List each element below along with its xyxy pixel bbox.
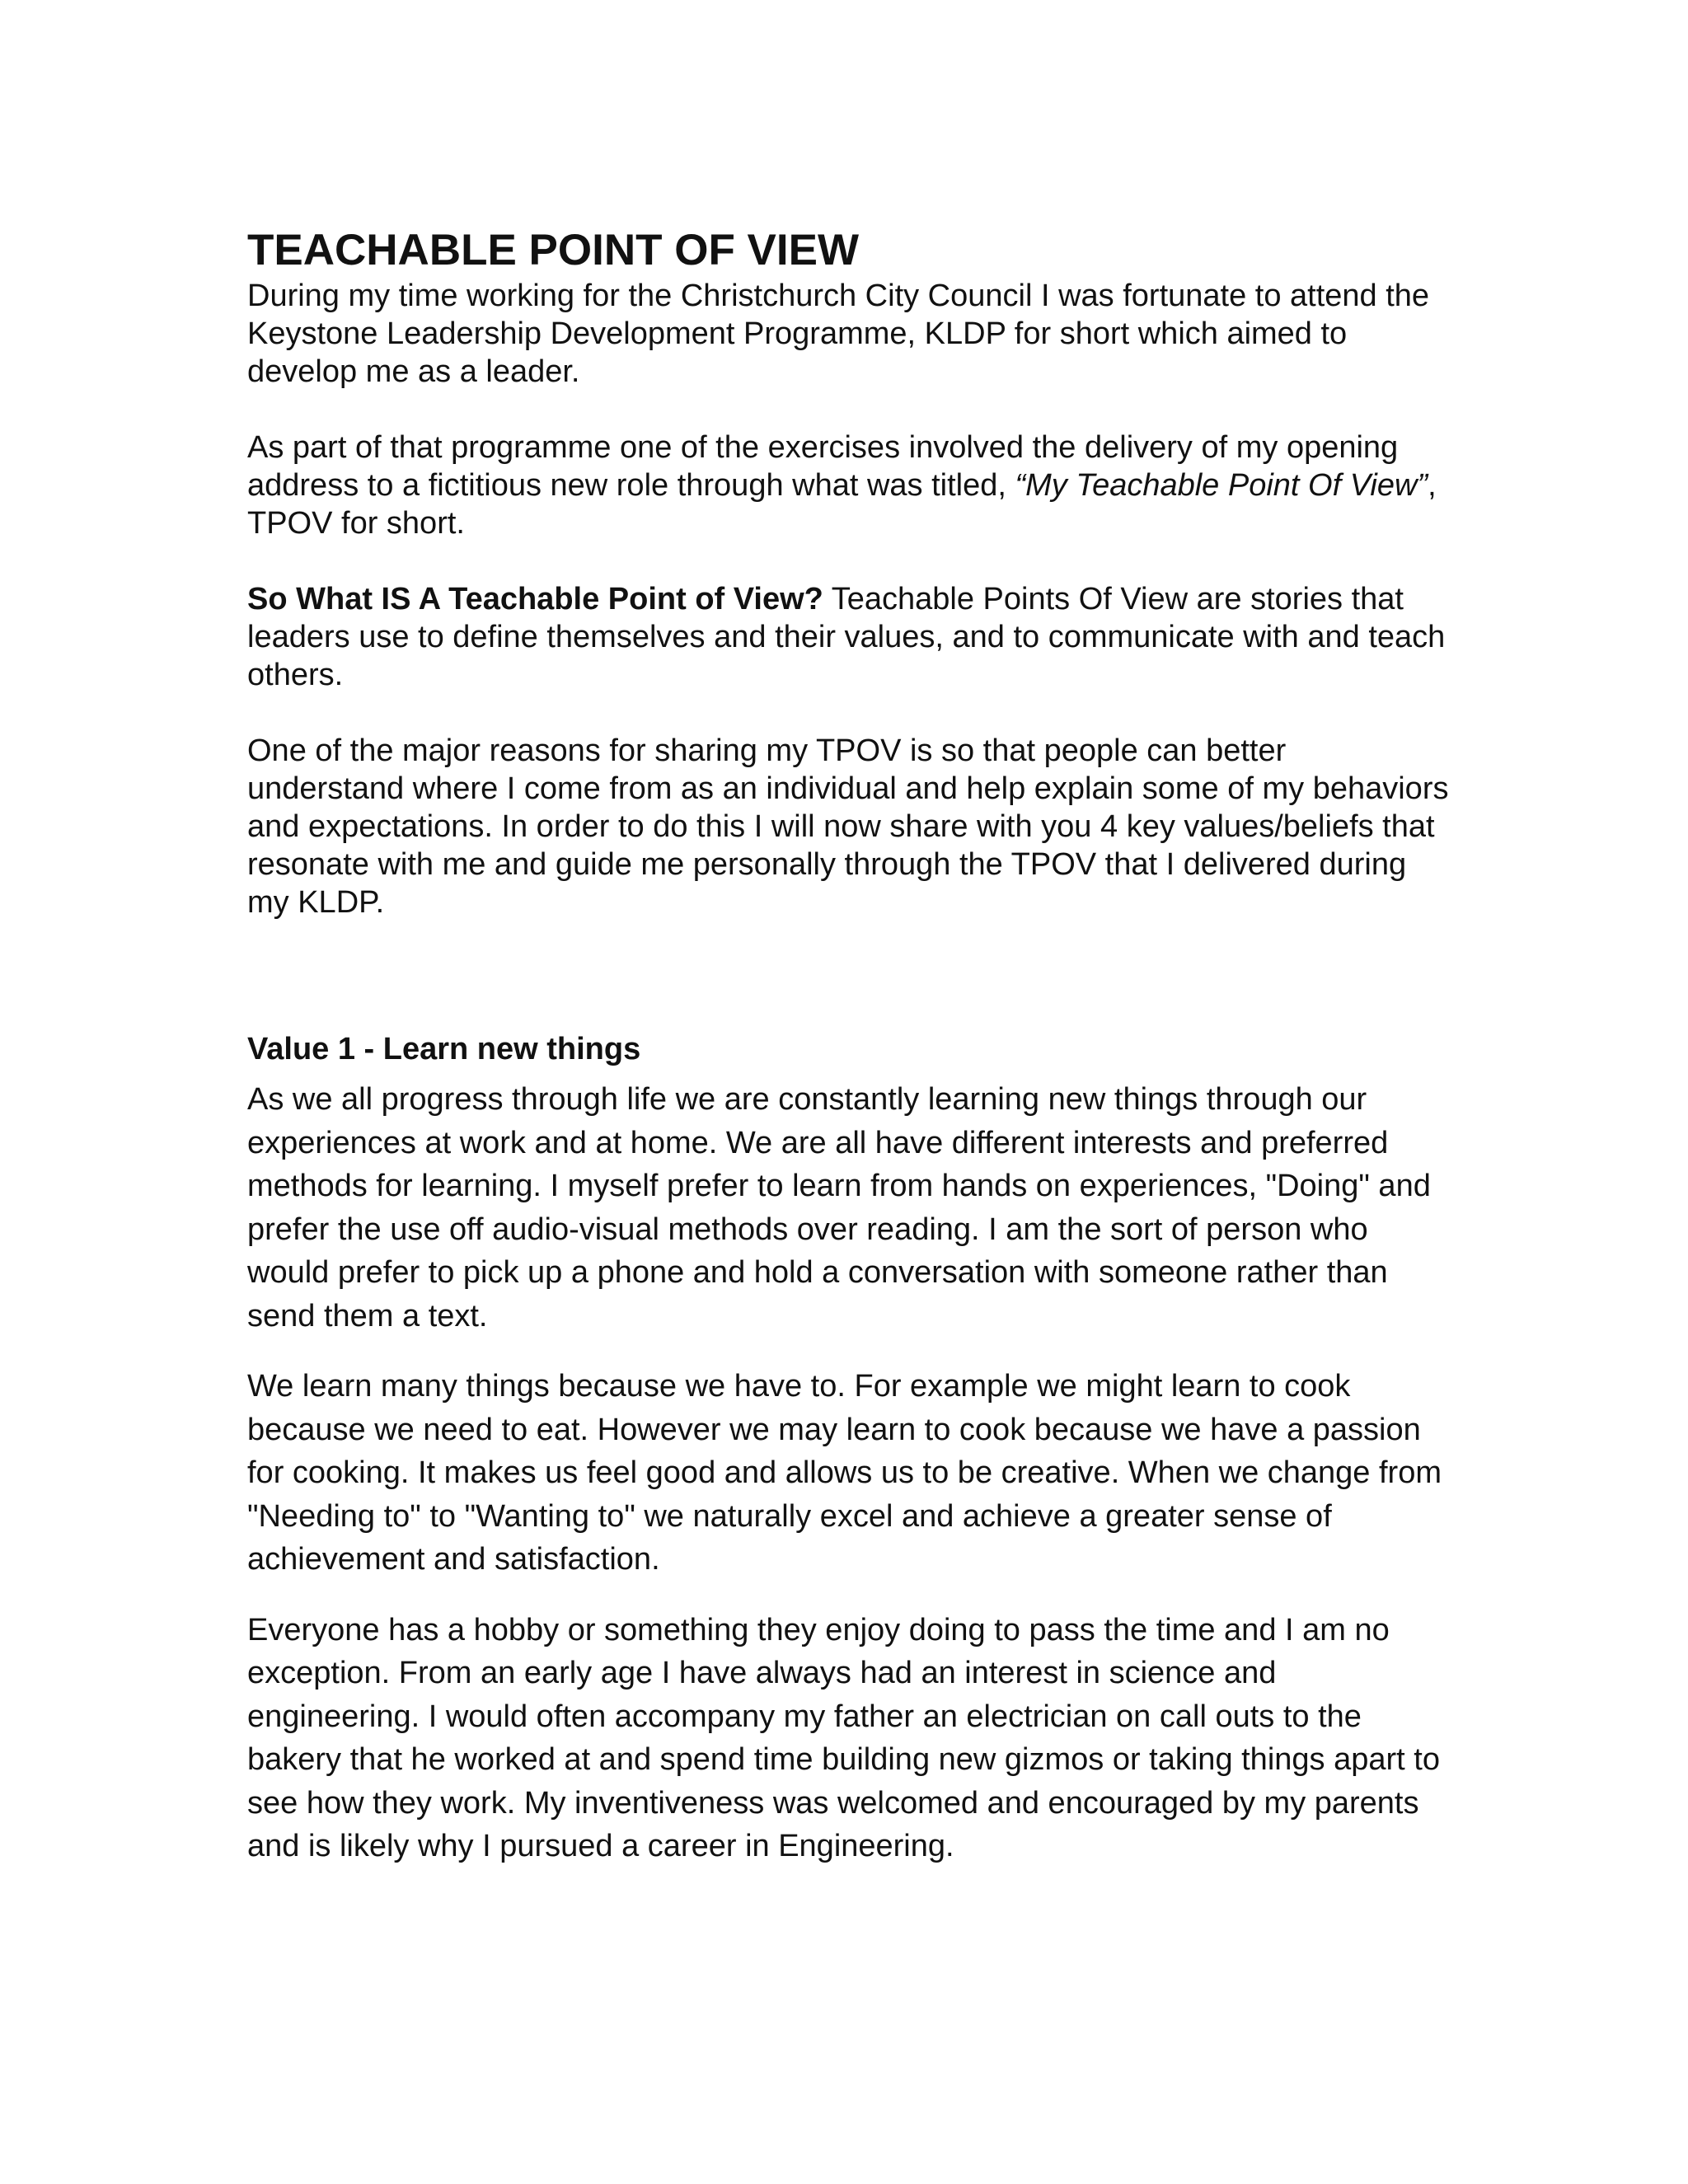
value-1-paragraph-3: Everyone has a hobby or something they enjoy doing to pass the time and I am no exception. From an early age I have always had an interest in science and engineering. I would often accompany my father an electrician on call outs to the bakery that he worked at and spend time building new gizmos or taking things apart to see how they work. My inventiveness was welcomed and encouraged by my parents and is likely why I pursued a career in Engineering.: [247, 1612, 1440, 1863]
intro-paragraph-2-end: , TPOV for short.: [247, 468, 1437, 541]
intro-section: [247, 277, 1451, 921]
intro-paragraph-4: One of the major reasons for sharing my TPOV is so that people can better understand where I come from as an individual and help explain some of my behaviors and expectations. In order to do this I will now share with you 4 key values/beliefs that resonate with me and guide me personally through the TPOV that I delivered during my KLDP.: [247, 733, 1449, 920]
intro-paragraph-1: During my time working for the Christchurch City Council I was fortunate to attend the Keystone Leadership Development Programme, KLDP for short which aimed to develop me as a leader.: [247, 279, 1430, 389]
value-1-section: [247, 1030, 1451, 1868]
tpov-title-quote: “My Teachable Point Of View”: [1015, 468, 1428, 503]
value-1-paragraph-1: As we all progress through life we are constantly learning new things through our experiences at work and at home. We are all have different interests and preferred methods for learning. I myself prefer to learn from hands on experiences, "Doing" and prefer the use off audio-visual methods over reading. I am the sort of person who would prefer to pick up a phone and hold a conversation with someone rather than send them a text.: [247, 1082, 1431, 1333]
intro-paragraph-3: [247, 580, 1451, 694]
intro-paragraph-2: [247, 429, 1451, 542]
document-body: [247, 224, 1451, 1868]
document-title: TEACHABLE POINT OF VIEW: [247, 226, 859, 274]
value-1-heading: Value 1 - Learn new things: [247, 1032, 641, 1066]
value-1-paragraph-2: We learn many things because we have to. For example we might learn to cook because we need to eat. However we may learn to cook because we have a passion for cooking. It makes us feel good and allows us to be creative. When we change from "Needing to" to "Wanting to" we naturally excel and achieve a greater sense of achievement and satisfaction.: [247, 1369, 1442, 1577]
intro-paragraph-3-rest: Teachable Points Of View are stories that leaders use to define themselves and their values, and to communicate with and teach others.: [247, 582, 1446, 692]
tpov-question: So What IS A Teachable Point of View?: [247, 582, 823, 616]
intro-paragraph-2-start: As part of that programme one of the exercises involved the delivery of my opening address to a fictitious new role through what was titled,: [247, 430, 1399, 503]
